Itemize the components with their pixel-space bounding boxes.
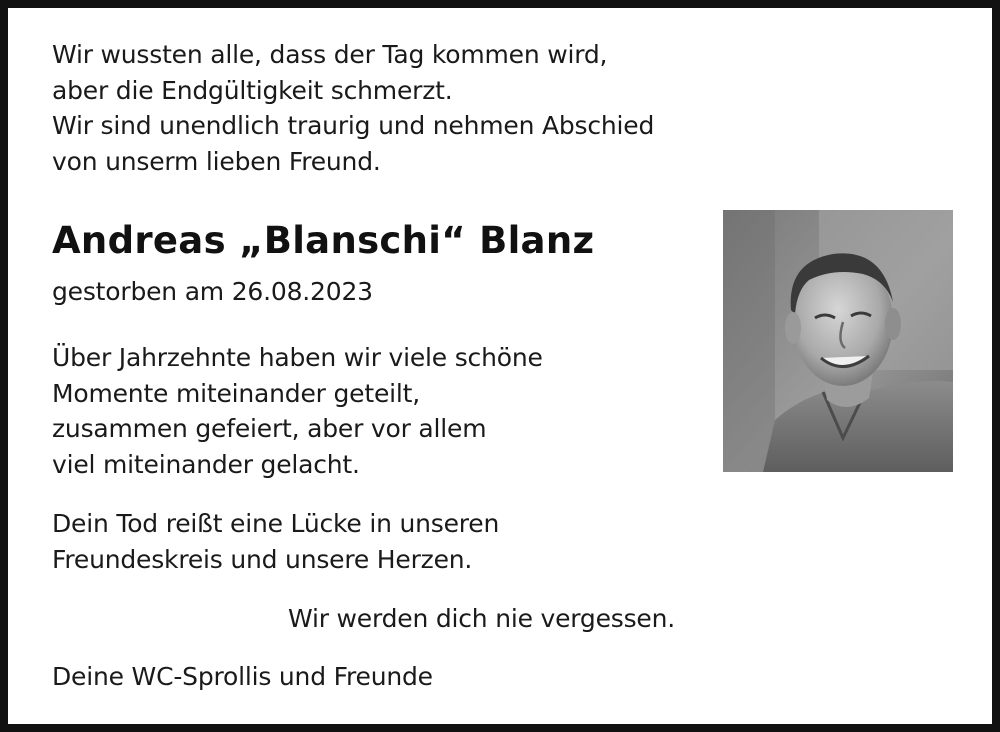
portrait-image xyxy=(723,210,953,472)
deceased-name: Andreas „Blanschi“ Blanz xyxy=(52,219,595,262)
loss-text xyxy=(52,506,499,577)
memory-line: Über Jahrzehnte haben wir viele schöne xyxy=(52,343,543,372)
death-date: gestorben am 26.08.2023 xyxy=(52,277,373,306)
signature: Deine WC-Sprollis und Freunde xyxy=(52,662,433,691)
loss-line: Dein Tod reißt eine Lücke in unseren xyxy=(52,509,500,538)
intro-line: Wir wussten alle, dass der Tag kommen wird, xyxy=(52,40,608,69)
loss-line: Freundeskreis und unsere Herzen. xyxy=(52,544,473,574)
intro-line: aber die Endgültigkeit schmerzt. xyxy=(52,75,453,105)
memory-line: zusammen gefeiert, aber vor allem xyxy=(52,414,487,443)
intro-line: von unserm lieben Freund. xyxy=(52,146,381,176)
intro-text xyxy=(52,37,654,179)
portrait-photo xyxy=(723,210,953,472)
memory-line: viel miteinander gelacht. xyxy=(52,449,360,479)
memory-text xyxy=(52,340,543,482)
intro-line: Wir sind unendlich traurig und nehmen Abschied xyxy=(52,111,655,140)
memory-line: Momente miteinander geteilt, xyxy=(52,378,420,408)
closing-line: Wir werden dich nie vergessen. xyxy=(288,604,676,633)
